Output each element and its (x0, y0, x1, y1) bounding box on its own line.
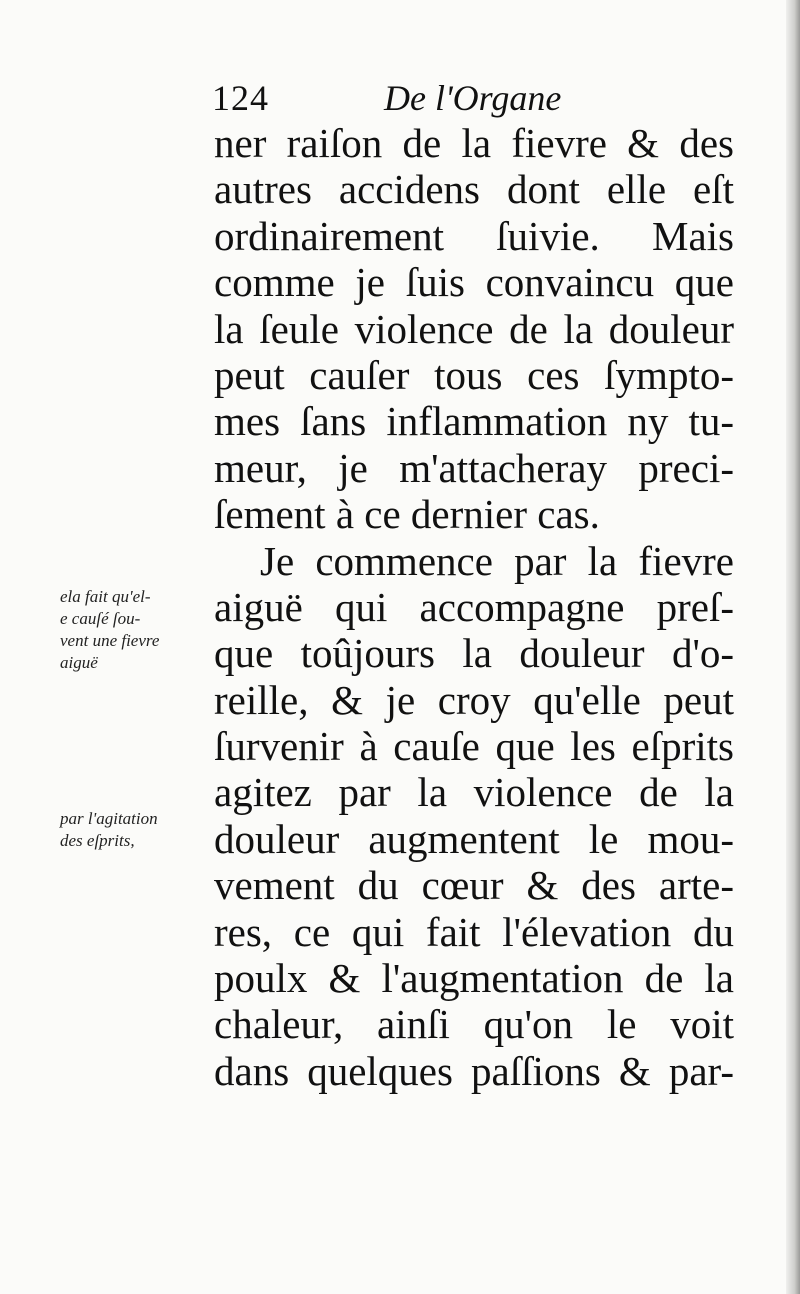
text-line: dans quelques paſſions & par- (214, 1047, 734, 1094)
text-line: poulx & l'augmentation de la (214, 955, 734, 1002)
margin-note-line: ela fait qu'el- (60, 587, 151, 606)
margin-note-line: vent une fievre (60, 631, 160, 650)
margin-note-line: aiguë (60, 653, 98, 672)
text-line: ordinairement ſuivie. Mais (214, 212, 734, 259)
margin-note-line: e cauſé ſou- (60, 609, 141, 628)
margin-note-line: des eſprits, (60, 831, 135, 850)
text-line: ſement à ce dernier cas. (214, 491, 600, 538)
page-number: 124 (212, 78, 269, 118)
text-line: ner raiſon de la fievre & des (214, 120, 734, 166)
text-line: la ſeule violence de la douleur (214, 305, 734, 352)
text-line: aiguë qui accompagne preſ- (214, 583, 734, 630)
page-edge-shadow (786, 0, 800, 1294)
body-text (214, 120, 734, 1094)
text-line: res, ce qui fait l'élevation du (214, 908, 734, 955)
text-line: comme je ſuis convaincu que (214, 259, 734, 306)
text-line: meur, je m'attacheray preci- (214, 444, 734, 491)
margin-note (60, 808, 158, 852)
running-title: De l'Organe (384, 78, 562, 118)
text-line: reille, & je croy qu'elle peut (214, 676, 734, 723)
text-line: ſurvenir à cauſe que les eſprits (214, 723, 734, 770)
margin-note (60, 586, 159, 674)
text-line: vement du cœur & des arte- (214, 862, 734, 909)
text-line: douleur augmentent le mou- (214, 815, 734, 862)
text-line: autres accidens dont elle eſt (214, 166, 734, 213)
paragraph-start-line: Je commence par la fievre (260, 537, 734, 584)
text-line: peut cauſer tous ces ſympto- (214, 351, 734, 398)
text-line: chaleur, ainſi qu'on le voit (214, 1001, 734, 1048)
margin-note-line: par l'agitation (60, 809, 158, 828)
text-line: que toûjours la douleur d'o- (214, 630, 734, 677)
text-line: agitez par la violence de la (214, 769, 734, 816)
text-line: mes ſans inflammation ny tu- (214, 398, 734, 445)
page-header (212, 74, 732, 122)
